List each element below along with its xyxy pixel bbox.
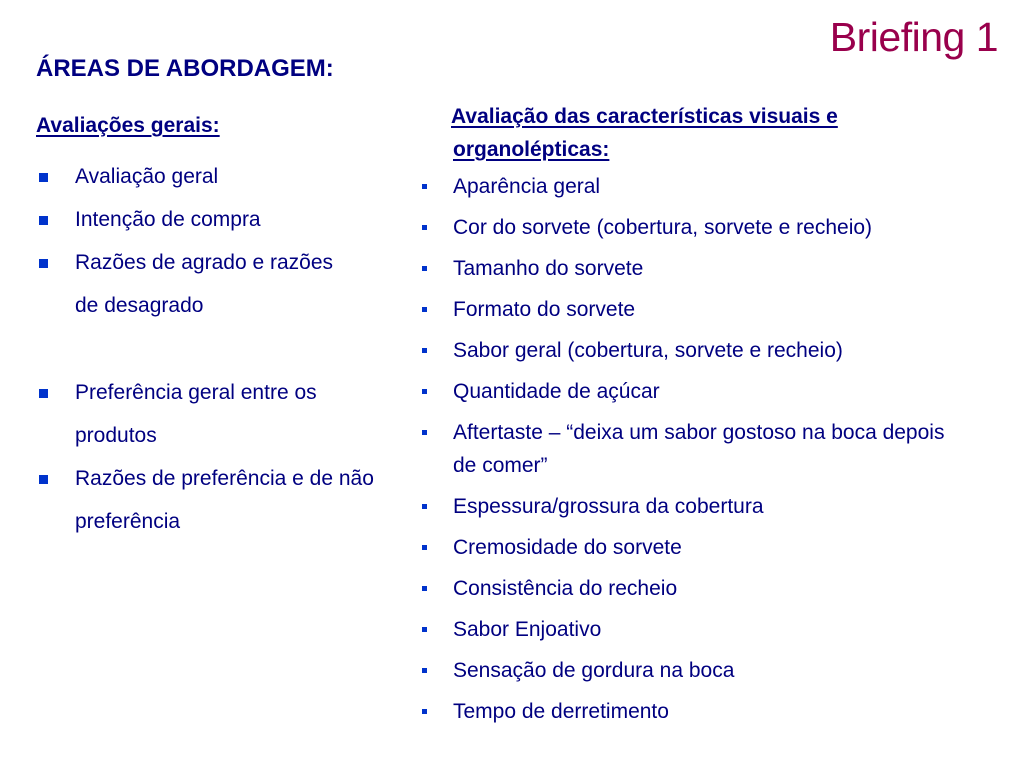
list-item-text: Tempo de derretimento [453,700,669,723]
list-item-text: Aparência geral [453,175,601,198]
list-item-text: Razões de agrado e razões de desagrado [75,251,333,317]
list-item-text: Quantidade de açúcar [453,380,660,403]
list-item [420,572,1000,605]
list-item-text: Preferência geral entre os produtos [75,381,317,447]
list-item-text: Formato do sorvete [453,298,636,321]
list-item [420,293,1000,326]
list-item-text: Avaliação geral [75,165,219,188]
square-bullet-icon [39,259,48,268]
left-column [36,112,376,543]
section-heading: ÁREAS DE ABORDAGEM: [36,55,334,82]
small-square-bullet-icon [422,348,427,353]
small-square-bullet-icon [422,504,427,509]
list-item [36,457,395,543]
small-square-bullet-icon [422,668,427,673]
small-square-bullet-icon [422,430,427,435]
small-square-bullet-icon [422,225,427,230]
list-item-text: Aftertaste – “deixa um sabor gostoso na boca depois de comer” [453,421,945,477]
list-item [420,695,1000,728]
right-column [420,100,1000,736]
small-square-bullet-icon [422,709,427,714]
list-item-text: Cor do sorvete (cobertura, sorvete e recheio) [453,216,873,239]
list-item [420,334,1000,367]
right-bullet-list [420,170,1000,728]
list-item-text: Tamanho do sorvete [453,257,644,280]
small-square-bullet-icon [422,184,427,189]
small-square-bullet-icon [422,545,427,550]
left-subheading: Avaliações gerais: [36,114,220,137]
small-square-bullet-icon [422,266,427,271]
list-item-text: Sabor Enjoativo [453,618,602,641]
list-item-text: Espessura/grossura da cobertura [453,495,764,518]
list-item-text: Consistência do recheio [453,577,678,600]
square-bullet-icon [39,173,48,182]
list-item [36,371,380,457]
small-square-bullet-icon [422,389,427,394]
list-item [36,241,355,327]
list-item [420,375,1000,408]
list-item [420,211,1000,244]
small-square-bullet-icon [422,586,427,591]
list-item [420,170,1000,203]
left-bullet-list [36,155,376,543]
list-item [420,613,1000,646]
square-bullet-icon [39,475,48,484]
list-item-text: Cremosidade do sorvete [453,536,682,559]
list-item [420,416,973,482]
small-square-bullet-icon [422,307,427,312]
square-bullet-icon [39,216,48,225]
list-item [36,155,376,198]
list-item [420,531,1000,564]
list-item-text: Intenção de compra [75,208,261,231]
list-item [420,654,1000,687]
list-item [420,490,1000,523]
list-item-text: Sabor geral (cobertura, sorvete e recheio) [453,339,843,362]
right-subheading: Avaliação das características visuais e organolépticas: [451,105,838,161]
small-square-bullet-icon [422,627,427,632]
list-item-text: Sensação de gordura na boca [453,659,735,682]
square-bullet-icon [39,389,48,398]
slide-title: Briefing 1 [829,14,998,60]
list-item-text: Razões de preferência e de não preferência [75,467,374,533]
list-item [420,252,1000,285]
list-item [36,198,376,241]
